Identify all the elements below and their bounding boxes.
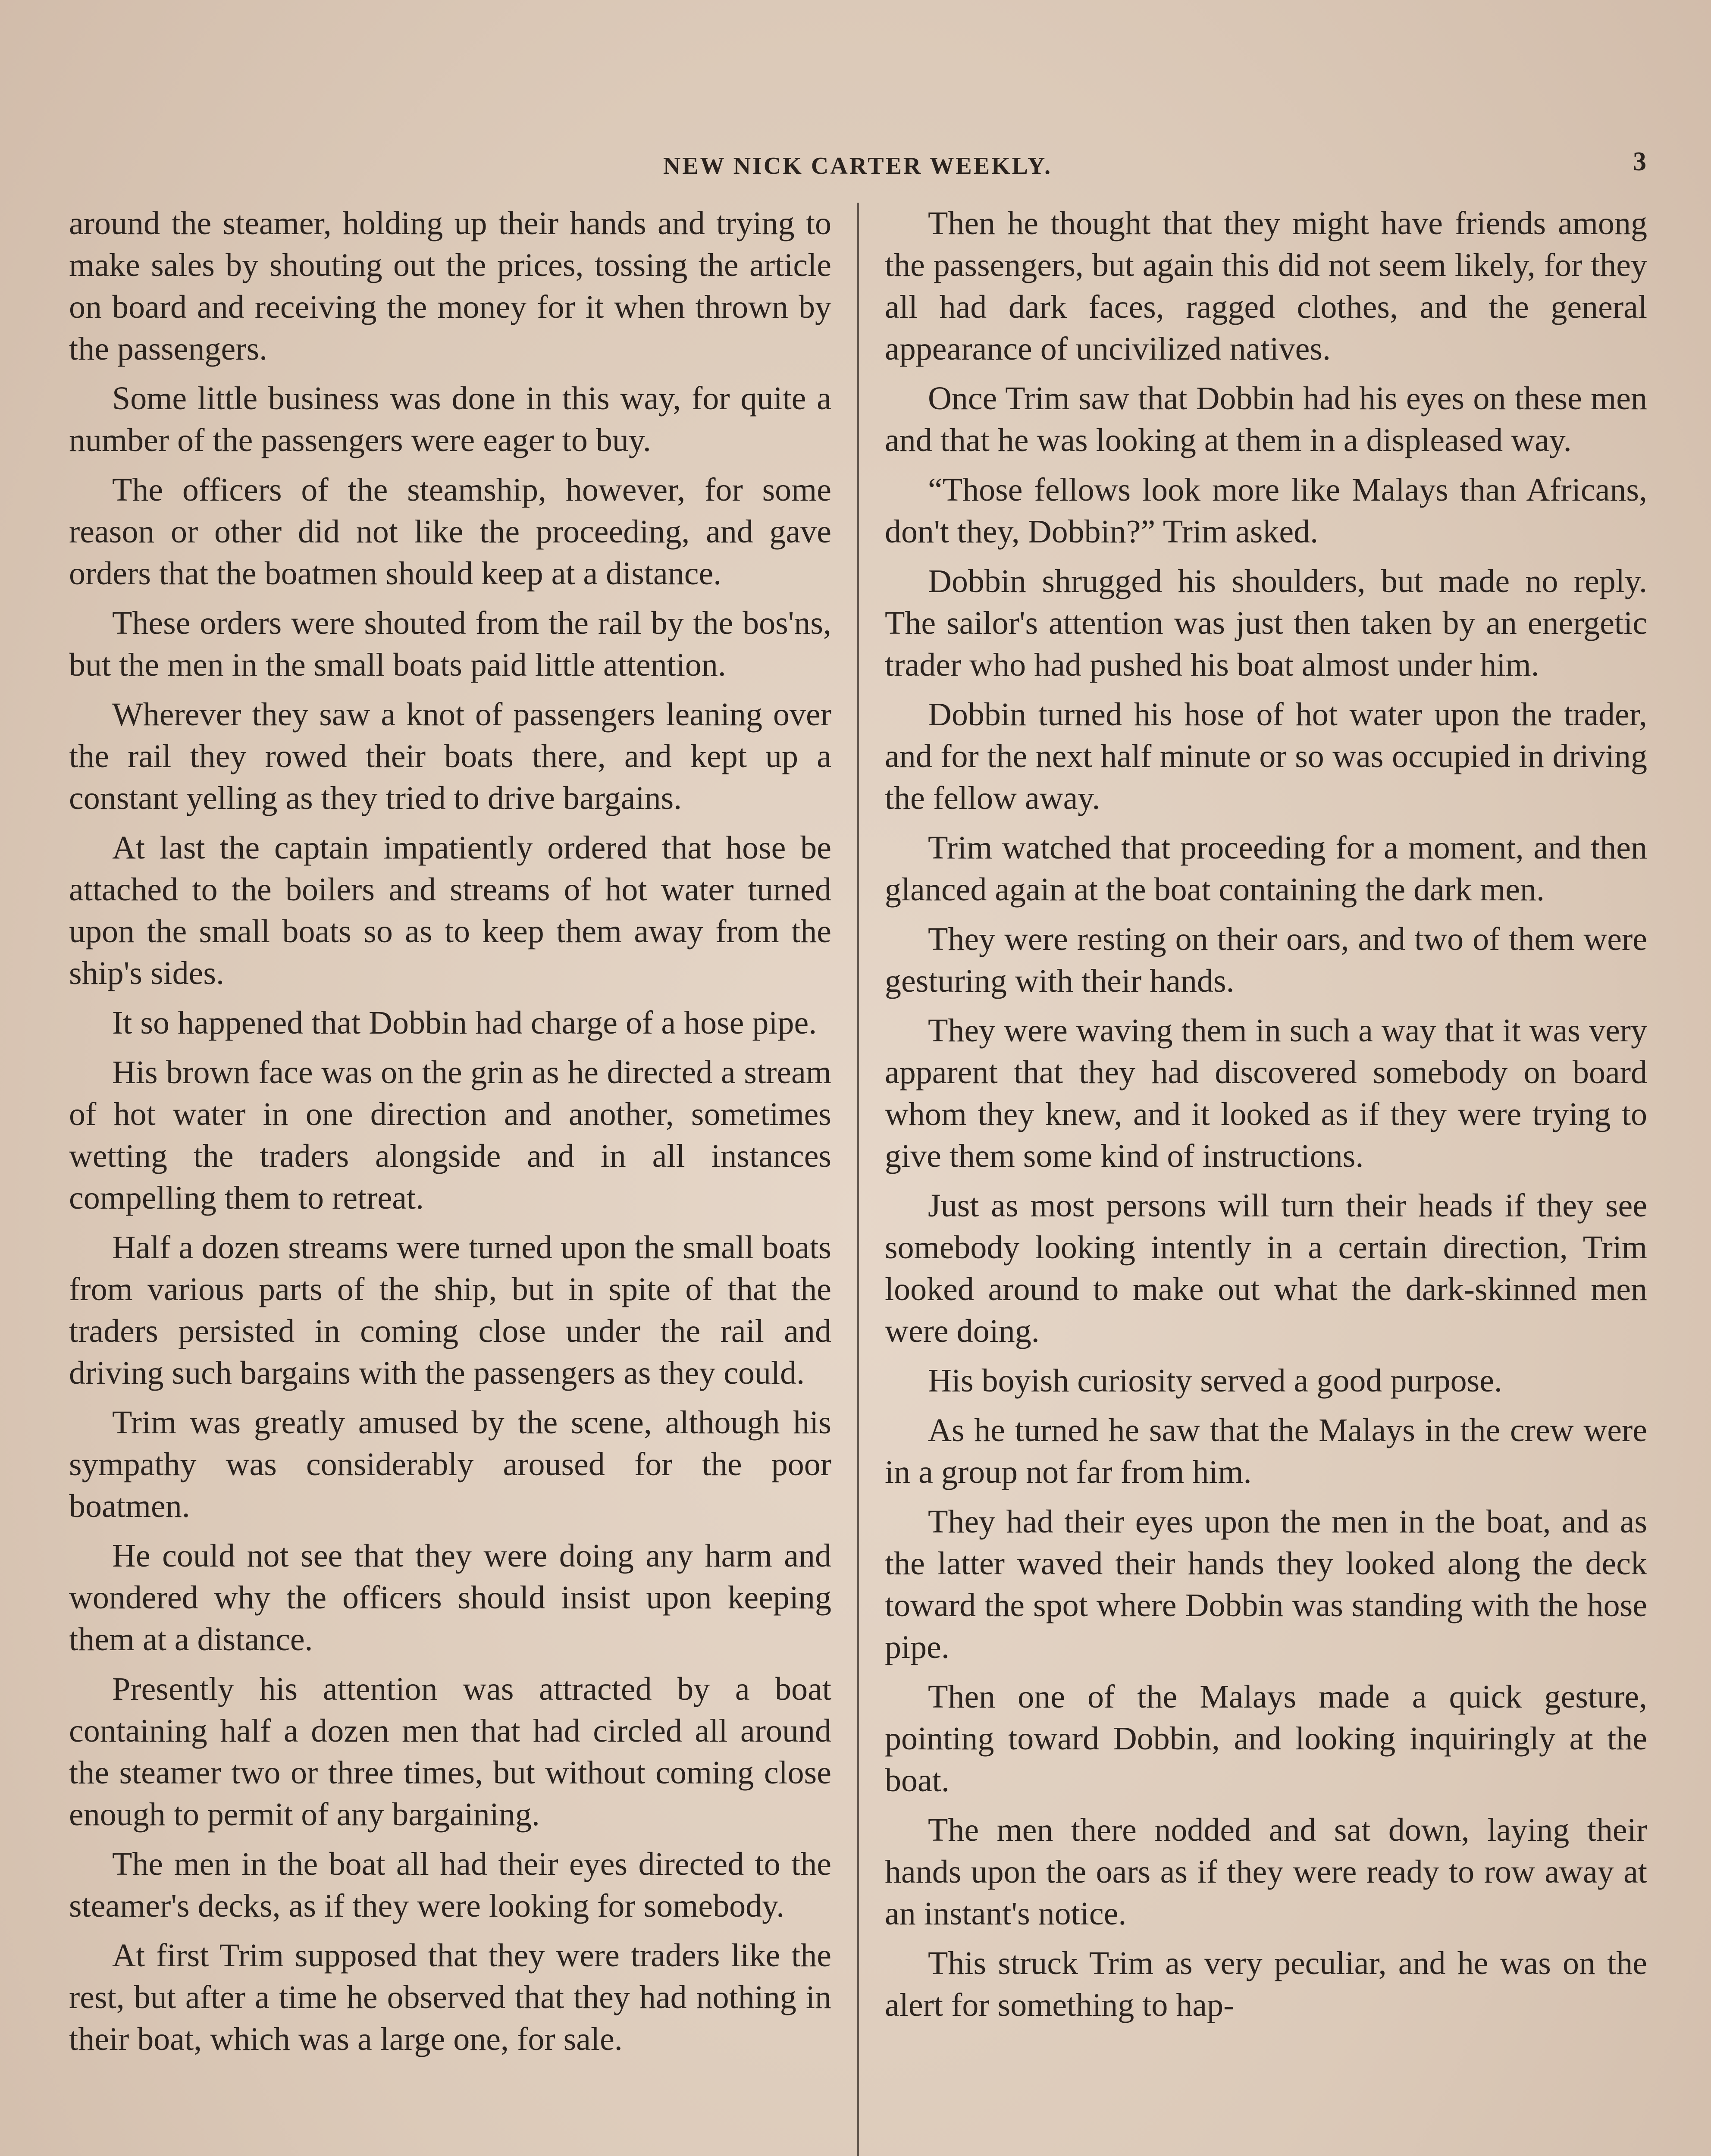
paragraph: These orders were shouted from the rail by the bos'ns, but the men in the small boats paid little attention.	[69, 605, 831, 683]
paragraph: At last the captain impatiently ordered that hose be attached to the boilers and streams of hot water turned upon the small boats so as to keep them away from the ship's sides.	[69, 830, 831, 991]
page-header	[69, 147, 1646, 185]
paragraph: Once Trim saw that Dobbin had his eyes on these men and that he was looking at them in a displeased way.	[885, 380, 1647, 458]
paragraph: Dobbin turned his hose of hot water upon the trader, and for the next half minute or so was occupied in driving the fellow away.	[885, 696, 1647, 816]
paragraph: Dobbin shrugged his shoulders, but made no reply. The sailor's attention was just then taken by an energetic trader who had pushed his boat almost under him.	[885, 563, 1647, 683]
paragraph: His brown face was on the grin as he directed a stream of hot water in one direction and another, sometimes wetting the traders alongside and in all instances compelling them to retreat.	[69, 1054, 831, 1216]
text-columns	[69, 203, 1647, 2156]
publication-title: NEW NICK CARTER WEEKLY.	[663, 153, 1053, 179]
paragraph: The officers of the steamship, however, for some reason or other did not like the proceeding, and gave orders that the boatmen should keep at a distance.	[69, 472, 831, 592]
paragraph: around the steamer, holding up their hands and trying to make sales by shouting out the prices, tossing the article on board and receiving the money for it when thrown by the passengers.	[69, 205, 831, 367]
paragraph: The men in the boat all had their eyes directed to the steamer's decks, as if they were looking for somebody.	[69, 1846, 831, 1924]
paragraph: Half a dozen streams were turned upon the small boats from various parts of the ship, but in spite of that the traders persisted in coming close under the rail and driving such bargains with the passengers as they could.	[69, 1229, 831, 1391]
paragraph: They had their eyes upon the men in the boat, and as the latter waved their hands they looked along the deck toward the spot where Dobbin was standing with the hose pipe.	[885, 1504, 1647, 1665]
paragraph: At first Trim supposed that they were traders like the rest, but after a time he observed that they had nothing in their boat, which was a large one, for sale.	[69, 1937, 831, 2057]
paragraph: His boyish curiosity served a good purpose.	[928, 1363, 1502, 1399]
page-number: 3	[1633, 147, 1646, 176]
paragraph: They were waving them in such a way that it was very apparent that they had discovered somebody on board whom they knew, and it looked as if they were trying to give them some kind of instructions.	[885, 1012, 1647, 1174]
paragraph: The men there nodded and sat down, laying their hands upon the oars as if they were ready to row away at an instant's notice.	[885, 1812, 1647, 1932]
paragraph: Just as most persons will turn their heads if they see somebody looking intently in a certain direction, Trim looked around to make out what the dark-skinned men were doing.	[885, 1188, 1647, 1349]
paragraph: Trim was greatly amused by the scene, although his sympathy was considerably aroused for the poor boatmen.	[69, 1404, 831, 1524]
right-column	[885, 203, 1647, 2156]
paragraph: It so happened that Dobbin had charge of a hose pipe.	[112, 1005, 817, 1041]
paragraph: As he turned he saw that the Malays in the crew were in a group not far from him.	[885, 1412, 1647, 1490]
paragraph: Then one of the Malays made a quick gesture, pointing toward Dobbin, and looking inquiringly at the boat.	[885, 1679, 1647, 1799]
paragraph: Then he thought that they might have friends among the passengers, but again this did not seem likely, for they all had dark faces, ragged clothes, and the general appearance of uncivilized natives.	[885, 205, 1647, 367]
paragraph: Presently his attention was attracted by a boat containing half a dozen men that had circled all around the steamer two or three times, but without coming close enough to permit of any bargaining.	[69, 1671, 831, 1833]
paragraph: They were resting on their oars, and two of them were gesturing with their hands.	[885, 921, 1647, 999]
paragraph: This struck Trim as very peculiar, and he was on the alert for something to hap-	[885, 1945, 1647, 2023]
paragraph: Trim watched that proceeding for a moment, and then glanced again at the boat containing the dark men.	[885, 830, 1647, 908]
paragraph: Some little business was done in this way, for quite a number of the passengers were eager to buy.	[69, 380, 831, 458]
left-column	[69, 203, 831, 2156]
column-divider	[857, 203, 859, 2156]
paragraph: “Those fellows look more like Malays than Africans, don't they, Dobbin?” Trim asked.	[885, 472, 1647, 550]
paragraph: He could not see that they were doing any harm and wondered why the officers should insist upon keeping them at a distance.	[69, 1538, 831, 1658]
paragraph: Wherever they saw a knot of passengers leaning over the rail they rowed their boats there, and kept up a constant yelling as they tried to drive bargains.	[69, 696, 831, 816]
